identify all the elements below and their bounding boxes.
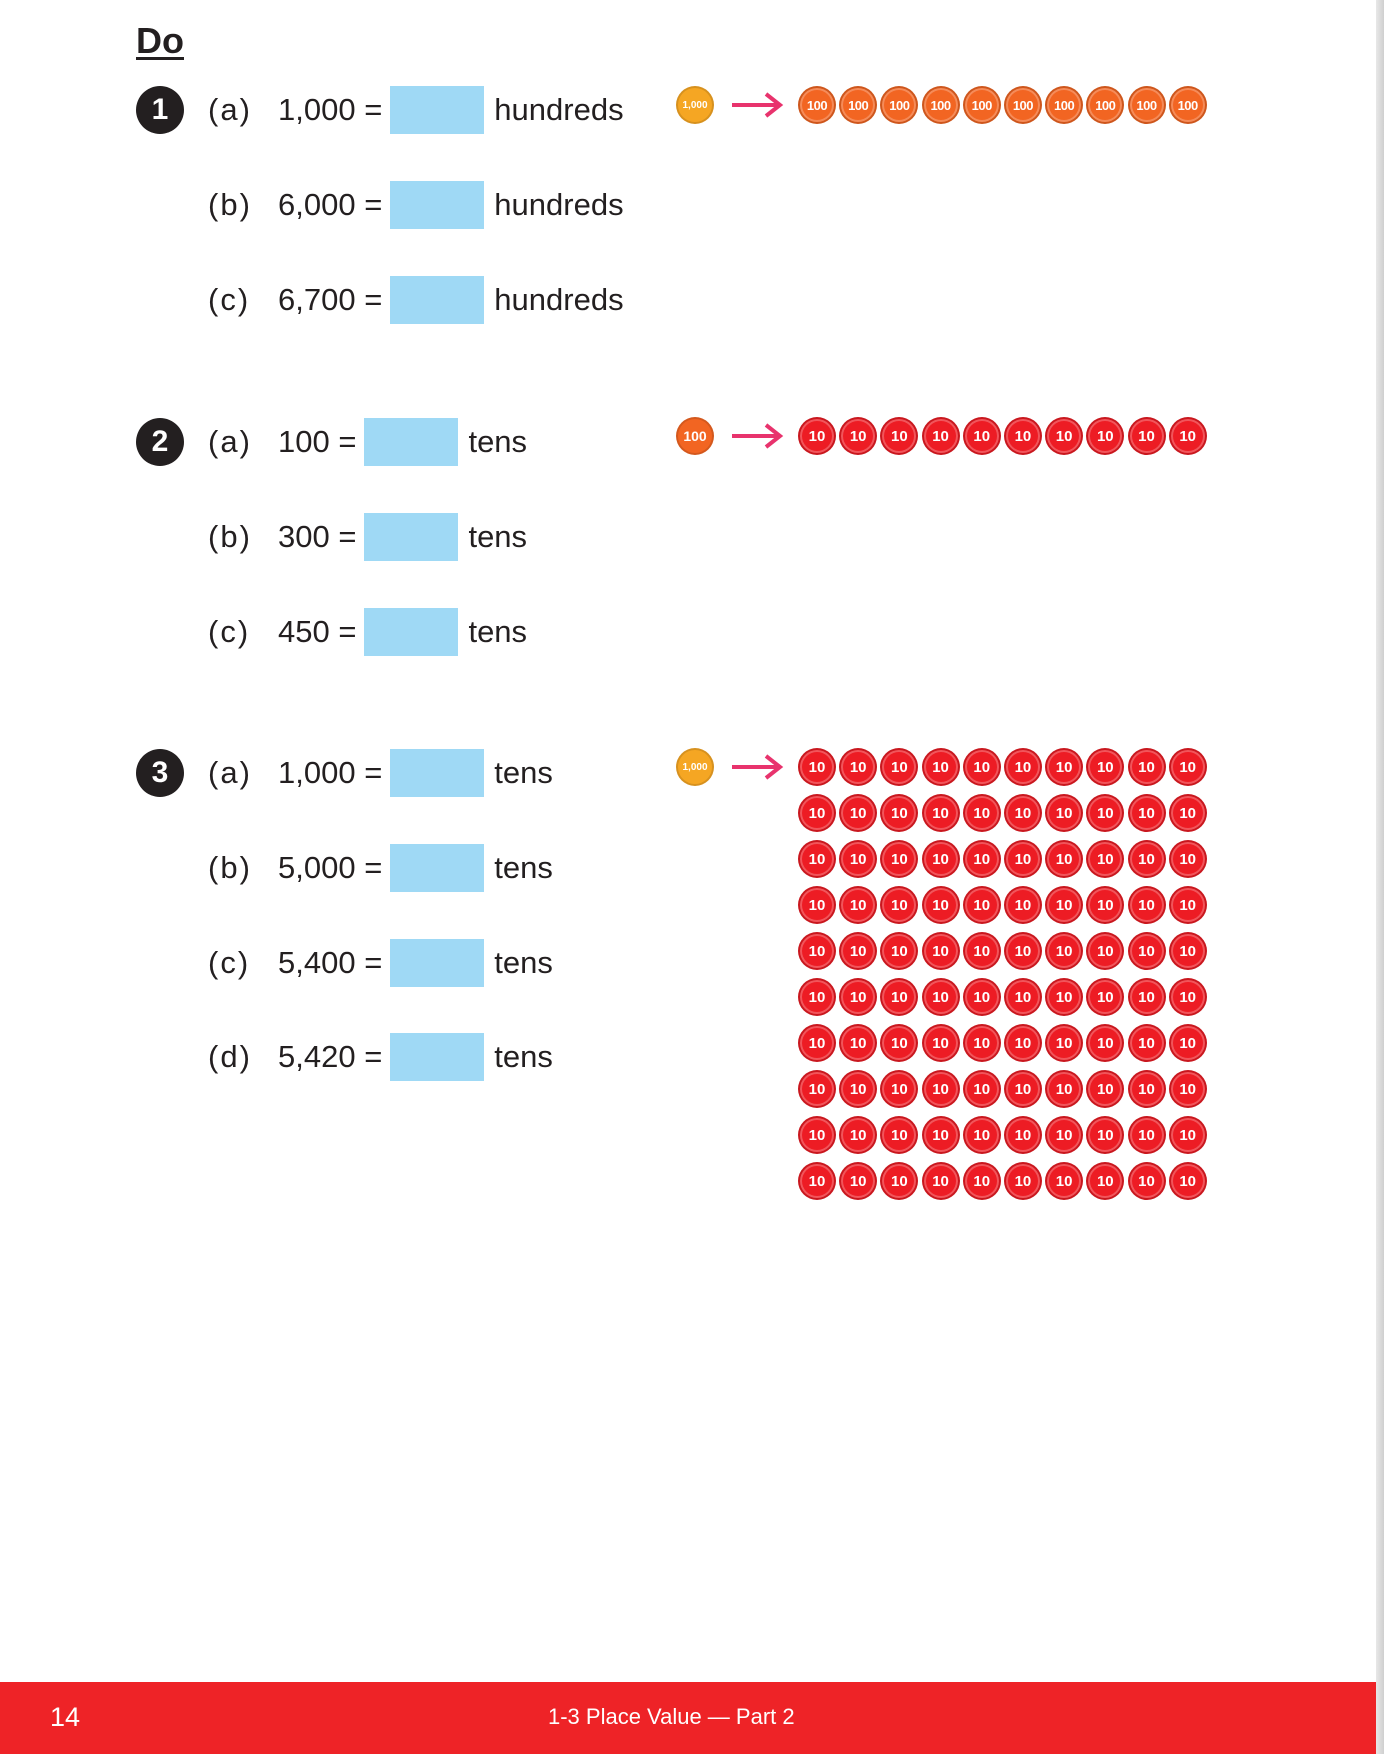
arrow-right-icon <box>730 748 784 786</box>
coin-100: 100 <box>676 417 714 455</box>
coin-10: 10 <box>922 748 960 786</box>
coin-10: 10 <box>1045 748 1083 786</box>
coin-10: 10 <box>1004 1070 1042 1108</box>
coin-10: 10 <box>1045 1162 1083 1200</box>
coin-10: 10 <box>880 978 918 1016</box>
question-1c <box>208 276 624 324</box>
coin-100: 100 <box>963 86 1001 124</box>
coin-100: 100 <box>1004 86 1042 124</box>
coin-10: 10 <box>1045 794 1083 832</box>
expression: 5,420 = <box>278 1039 383 1074</box>
coin-10: 10 <box>1169 748 1207 786</box>
coin-10: 10 <box>1086 748 1124 786</box>
question-number-3: 3 <box>136 749 184 797</box>
coin-grid-100 <box>798 86 1210 124</box>
footer-bar <box>0 1682 1376 1754</box>
coin-10: 10 <box>922 417 960 455</box>
coin-10: 10 <box>1128 1116 1166 1154</box>
answer-box[interactable] <box>390 86 484 134</box>
coin-10: 10 <box>1045 1116 1083 1154</box>
part-label: (b) <box>208 519 252 554</box>
unit-label: hundreds <box>494 187 624 222</box>
expression: 5,400 = <box>278 945 383 980</box>
coin-10: 10 <box>1004 978 1042 1016</box>
unit-label: hundreds <box>494 282 624 317</box>
coin-10: 10 <box>1045 417 1083 455</box>
question-3b <box>208 844 553 892</box>
coin-10: 10 <box>798 840 836 878</box>
coin-10: 10 <box>1086 840 1124 878</box>
coin-10: 10 <box>1086 417 1124 455</box>
coin-10: 10 <box>1045 1070 1083 1108</box>
coin-100: 100 <box>839 86 877 124</box>
part-label: (b) <box>208 850 252 885</box>
question-2c <box>208 608 527 656</box>
coin-10: 10 <box>1169 1162 1207 1200</box>
question-3c <box>208 939 553 987</box>
coin-10: 10 <box>1004 886 1042 924</box>
coin-10: 10 <box>880 1116 918 1154</box>
coin-10: 10 <box>963 1024 1001 1062</box>
coin-10: 10 <box>1169 417 1207 455</box>
expression: 300 = <box>278 519 357 554</box>
question-3d <box>208 1033 553 1081</box>
coin-100: 100 <box>798 86 836 124</box>
question-1b <box>208 181 624 229</box>
coin-10: 10 <box>1045 932 1083 970</box>
coin-10: 10 <box>963 1116 1001 1154</box>
coin-10: 10 <box>1086 794 1124 832</box>
part-label: (a) <box>208 755 252 790</box>
question-3a <box>208 749 553 797</box>
coin-10: 10 <box>798 417 836 455</box>
part-label: (d) <box>208 1039 252 1074</box>
expression: 6,000 = <box>278 187 383 222</box>
unit-label: tens <box>468 519 528 554</box>
coin-10: 10 <box>963 1162 1001 1200</box>
coin-grid-10 <box>798 417 1210 455</box>
question-2a <box>208 418 527 466</box>
coin-10: 10 <box>1169 794 1207 832</box>
coin-10: 10 <box>922 794 960 832</box>
coin-10: 10 <box>1086 1070 1124 1108</box>
coin-10: 10 <box>798 794 836 832</box>
coin-10: 10 <box>1128 840 1166 878</box>
coin-10: 10 <box>839 748 877 786</box>
coin-10: 10 <box>1169 978 1207 1016</box>
coin-10: 10 <box>922 840 960 878</box>
coin-1000: 1,000 <box>676 86 714 124</box>
coin-10: 10 <box>922 1070 960 1108</box>
coin-10: 10 <box>1045 886 1083 924</box>
expression: 1,000 = <box>278 755 383 790</box>
coin-10: 10 <box>798 978 836 1016</box>
coin-10: 10 <box>1169 886 1207 924</box>
coin-10: 10 <box>963 1070 1001 1108</box>
part-label: (a) <box>208 92 252 127</box>
coin-10: 10 <box>1169 1070 1207 1108</box>
diagram-2 <box>676 417 1210 455</box>
coin-10: 10 <box>922 978 960 1016</box>
coin-10: 10 <box>1128 1024 1166 1062</box>
coin-10: 10 <box>1128 978 1166 1016</box>
coin-10: 10 <box>880 417 918 455</box>
arrow-right-icon <box>730 86 784 124</box>
unit-label: tens <box>494 945 553 980</box>
coin-100: 100 <box>1169 86 1207 124</box>
coin-10: 10 <box>963 886 1001 924</box>
part-label: (c) <box>208 945 251 980</box>
question-1a <box>208 86 624 134</box>
diagram-1 <box>676 86 1210 124</box>
unit-label: tens <box>494 755 553 790</box>
coin-10: 10 <box>880 840 918 878</box>
section-heading: Do <box>136 20 184 61</box>
coin-100: 100 <box>1128 86 1166 124</box>
arrow-right-icon <box>730 417 784 455</box>
coin-10: 10 <box>1128 794 1166 832</box>
coin-10: 10 <box>963 932 1001 970</box>
coin-100: 100 <box>1086 86 1124 124</box>
coin-10: 10 <box>1045 840 1083 878</box>
coin-10: 10 <box>839 840 877 878</box>
coin-10: 10 <box>880 932 918 970</box>
coin-10: 10 <box>880 794 918 832</box>
expression: 1,000 = <box>278 92 383 127</box>
coin-100: 100 <box>1045 86 1083 124</box>
answer-box[interactable] <box>390 939 484 987</box>
coin-10: 10 <box>1086 886 1124 924</box>
coin-10: 10 <box>1004 794 1042 832</box>
coin-10: 10 <box>1086 1116 1124 1154</box>
coin-10: 10 <box>880 748 918 786</box>
answer-box[interactable] <box>364 608 458 656</box>
footer-title: 1-3 Place Value — Part 2 <box>548 1704 795 1729</box>
coin-10: 10 <box>1004 748 1042 786</box>
part-label: (c) <box>208 614 251 649</box>
coin-10: 10 <box>880 886 918 924</box>
coin-10: 10 <box>839 932 877 970</box>
unit-label: tens <box>468 424 528 459</box>
unit-label: tens <box>468 614 528 649</box>
coin-10: 10 <box>1169 932 1207 970</box>
question-number-1: 1 <box>136 86 184 134</box>
coin-grid-10 <box>798 748 1210 1200</box>
answer-box[interactable] <box>364 513 458 561</box>
coin-10: 10 <box>839 1024 877 1062</box>
coin-10: 10 <box>1128 886 1166 924</box>
coin-10: 10 <box>1045 1024 1083 1062</box>
coin-10: 10 <box>1128 1070 1166 1108</box>
answer-box[interactable] <box>390 276 484 324</box>
question-number-2: 2 <box>136 418 184 466</box>
coin-10: 10 <box>839 1162 877 1200</box>
coin-10: 10 <box>880 1070 918 1108</box>
part-label: (c) <box>208 282 251 317</box>
coin-10: 10 <box>1128 748 1166 786</box>
answer-box[interactable] <box>364 418 458 466</box>
coin-10: 10 <box>922 932 960 970</box>
coin-10: 10 <box>839 1070 877 1108</box>
expression: 6,700 = <box>278 282 383 317</box>
coin-10: 10 <box>1128 417 1166 455</box>
coin-10: 10 <box>798 748 836 786</box>
coin-10: 10 <box>922 1162 960 1200</box>
answer-box[interactable] <box>390 844 484 892</box>
unit-label: tens <box>494 1039 553 1074</box>
page-edge <box>1376 0 1384 1754</box>
coin-10: 10 <box>1004 417 1042 455</box>
unit-label: tens <box>494 850 553 885</box>
coin-10: 10 <box>1045 978 1083 1016</box>
coin-10: 10 <box>963 748 1001 786</box>
coin-10: 10 <box>1128 932 1166 970</box>
expression: 100 = <box>278 424 357 459</box>
coin-10: 10 <box>922 1024 960 1062</box>
coin-10: 10 <box>922 1116 960 1154</box>
coin-10: 10 <box>839 1116 877 1154</box>
answer-box[interactable] <box>390 749 484 797</box>
coin-10: 10 <box>1004 1116 1042 1154</box>
coin-10: 10 <box>798 932 836 970</box>
coin-10: 10 <box>839 794 877 832</box>
coin-10: 10 <box>963 840 1001 878</box>
coin-10: 10 <box>1128 1162 1166 1200</box>
page-number: 14 <box>50 1702 81 1732</box>
coin-10: 10 <box>1169 1116 1207 1154</box>
answer-box[interactable] <box>390 1033 484 1081</box>
part-label: (b) <box>208 187 252 222</box>
coin-10: 10 <box>798 1070 836 1108</box>
coin-10: 10 <box>798 1162 836 1200</box>
part-label: (a) <box>208 424 252 459</box>
coin-100: 100 <box>880 86 918 124</box>
coin-10: 10 <box>798 1116 836 1154</box>
coin-10: 10 <box>922 886 960 924</box>
answer-box[interactable] <box>390 181 484 229</box>
coin-10: 10 <box>1169 840 1207 878</box>
expression: 5,000 = <box>278 850 383 885</box>
coin-10: 10 <box>839 417 877 455</box>
expression: 450 = <box>278 614 357 649</box>
coin-10: 10 <box>1086 978 1124 1016</box>
coin-100: 100 <box>922 86 960 124</box>
coin-10: 10 <box>1169 1024 1207 1062</box>
coin-10: 10 <box>1004 932 1042 970</box>
coin-10: 10 <box>963 417 1001 455</box>
coin-10: 10 <box>798 886 836 924</box>
coin-10: 10 <box>1086 1024 1124 1062</box>
question-2b <box>208 513 527 561</box>
diagram-3 <box>676 748 1210 1200</box>
coin-1000: 1,000 <box>676 748 714 786</box>
coin-10: 10 <box>1004 840 1042 878</box>
coin-10: 10 <box>880 1162 918 1200</box>
coin-10: 10 <box>963 794 1001 832</box>
coin-10: 10 <box>839 886 877 924</box>
coin-10: 10 <box>1004 1024 1042 1062</box>
coin-10: 10 <box>1004 1162 1042 1200</box>
coin-10: 10 <box>1086 932 1124 970</box>
coin-10: 10 <box>839 978 877 1016</box>
coin-10: 10 <box>1086 1162 1124 1200</box>
coin-10: 10 <box>880 1024 918 1062</box>
coin-10: 10 <box>798 1024 836 1062</box>
coin-10: 10 <box>963 978 1001 1016</box>
unit-label: hundreds <box>494 92 624 127</box>
